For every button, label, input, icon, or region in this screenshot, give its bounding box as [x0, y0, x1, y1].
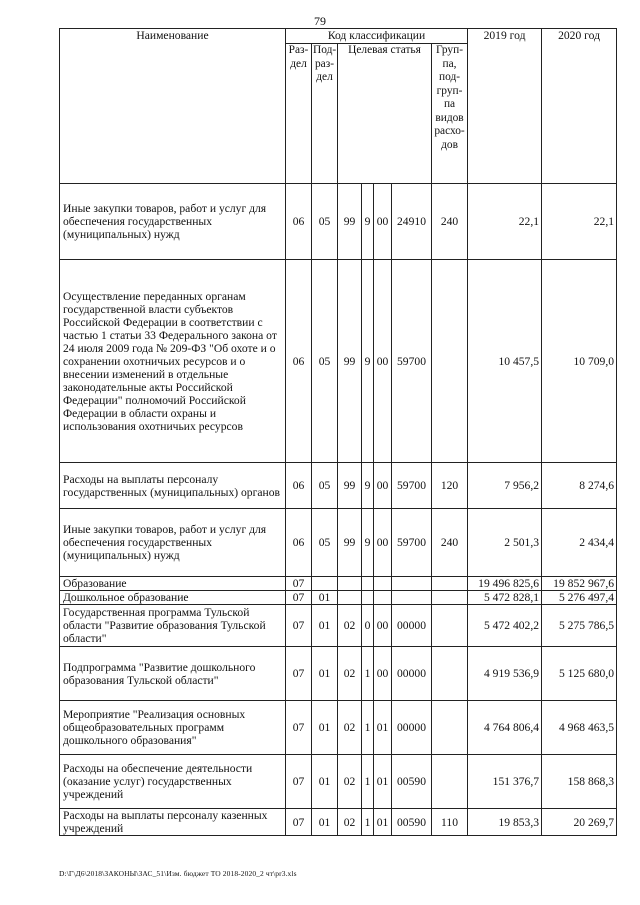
row-amount-2019: 7 956,2 [468, 463, 542, 509]
row-section: 07 [286, 701, 312, 755]
row-expense-group [432, 701, 468, 755]
row-target-subprogram: 1 [362, 647, 374, 701]
row-target-subprogram: 9 [362, 509, 374, 577]
row-target-event: 01 [374, 809, 392, 836]
row-amount-2020: 10 709,0 [542, 260, 617, 463]
row-target-subprogram: 9 [362, 260, 374, 463]
row-amount-2020: 5 276 497,4 [542, 591, 617, 605]
row-name: Расходы на выплаты персоналу государственных (муниципальных) органов [60, 463, 286, 509]
row-target-subprogram: 1 [362, 755, 374, 809]
row-subsection: 05 [312, 260, 338, 463]
row-amount-2019: 4 919 536,9 [468, 647, 542, 701]
row-section: 06 [286, 509, 312, 577]
row-target-direction [392, 577, 432, 591]
row-target-event: 00 [374, 647, 392, 701]
row-amount-2020: 19 852 967,6 [542, 577, 617, 591]
row-section: 06 [286, 260, 312, 463]
row-expense-group: 240 [432, 184, 468, 260]
header-year-2020: 2020 год [542, 29, 617, 184]
table-row [60, 463, 617, 509]
row-name: Расходы на обеспечение деятельности (оказание услуг) государственных учреждений [60, 755, 286, 809]
table-row [60, 755, 617, 809]
row-target-direction: 24910 [392, 184, 432, 260]
table-row [60, 509, 617, 577]
row-target-program: 02 [338, 701, 362, 755]
row-target-event [374, 591, 392, 605]
row-section: 07 [286, 809, 312, 836]
row-subsection: 05 [312, 463, 338, 509]
row-target-program: 99 [338, 509, 362, 577]
row-target-program: 02 [338, 755, 362, 809]
row-name: Подпрограмма "Развитие дошкольного образования Тульской области" [60, 647, 286, 701]
row-amount-2019: 22,1 [468, 184, 542, 260]
row-target-direction: 59700 [392, 509, 432, 577]
row-target-event: 00 [374, 260, 392, 463]
row-expense-group [432, 755, 468, 809]
row-target-event: 00 [374, 509, 392, 577]
row-target-direction: 00590 [392, 809, 432, 836]
row-amount-2020: 20 269,7 [542, 809, 617, 836]
row-amount-2019: 4 764 806,4 [468, 701, 542, 755]
row-subsection: 01 [312, 591, 338, 605]
row-target-subprogram: 9 [362, 184, 374, 260]
row-target-subprogram [362, 577, 374, 591]
row-target-program: 02 [338, 605, 362, 647]
row-amount-2019: 19 853,3 [468, 809, 542, 836]
row-target-program [338, 577, 362, 591]
row-target-event: 01 [374, 701, 392, 755]
header-section: Раз- дел [286, 44, 312, 184]
row-name: Осуществление переданных органам государственной власти субъектов Российской Федерации в соответствии с частью 1 статьи 33 Федерального закона от 24 июля 2009 года № 209-ФЗ "Об охоте и о сохранении охотничьих ресурсов и о внесении изменений в отдельные законодательные акты Российской Федерации" полномочий Российской Федерации в области охраны и использования охотничьих ресурсов [60, 260, 286, 463]
row-amount-2020: 5 125 680,0 [542, 647, 617, 701]
row-section: 07 [286, 647, 312, 701]
row-target-subprogram: 9 [362, 463, 374, 509]
row-expense-group [432, 605, 468, 647]
row-section: 07 [286, 605, 312, 647]
budget-table [59, 28, 617, 836]
table-row [60, 184, 617, 260]
row-subsection: 01 [312, 755, 338, 809]
table-row [60, 577, 617, 591]
row-subsection: 01 [312, 647, 338, 701]
row-subsection: 01 [312, 809, 338, 836]
row-target-program: 02 [338, 809, 362, 836]
row-section: 07 [286, 577, 312, 591]
row-subsection: 05 [312, 184, 338, 260]
table-row [60, 809, 617, 836]
row-target-program: 02 [338, 647, 362, 701]
row-amount-2020: 22,1 [542, 184, 617, 260]
row-amount-2020: 5 275 786,5 [542, 605, 617, 647]
row-target-subprogram: 1 [362, 701, 374, 755]
row-name: Иные закупки товаров, работ и услуг для обеспечения государственных (муниципальных) нужд [60, 509, 286, 577]
row-section: 06 [286, 463, 312, 509]
row-target-direction: 00000 [392, 605, 432, 647]
row-target-direction: 00000 [392, 701, 432, 755]
row-name: Образование [60, 577, 286, 591]
row-subsection [312, 577, 338, 591]
header-expense-group: Груп- па, под- груп- па видов расхо- дов [432, 44, 468, 184]
row-target-event: 00 [374, 184, 392, 260]
row-expense-group: 110 [432, 809, 468, 836]
row-target-direction [392, 591, 432, 605]
footer-file-path: D:\Г\Д6\2018\ЗАКОНЫ\ЗАС_51\Изм. бюджет ТО 2018-2020_2 чт\pr3.xls [59, 869, 297, 878]
row-expense-group [432, 591, 468, 605]
row-amount-2019: 10 457,5 [468, 260, 542, 463]
row-target-program: 99 [338, 463, 362, 509]
header-target-article: Целевая статья [338, 44, 432, 184]
row-amount-2019: 5 472 828,1 [468, 591, 542, 605]
row-target-subprogram: 1 [362, 809, 374, 836]
row-name: Расходы на выплаты персоналу казенных учреждений [60, 809, 286, 836]
row-target-direction: 00000 [392, 647, 432, 701]
row-section: 07 [286, 755, 312, 809]
row-amount-2019: 5 472 402,2 [468, 605, 542, 647]
row-target-program: 99 [338, 184, 362, 260]
row-target-event: 01 [374, 755, 392, 809]
row-target-subprogram: 0 [362, 605, 374, 647]
row-amount-2020: 4 968 463,5 [542, 701, 617, 755]
row-target-program [338, 591, 362, 605]
row-section: 06 [286, 184, 312, 260]
row-target-event: 00 [374, 463, 392, 509]
row-amount-2019: 151 376,7 [468, 755, 542, 809]
row-expense-group: 240 [432, 509, 468, 577]
row-expense-group [432, 647, 468, 701]
row-target-direction: 59700 [392, 260, 432, 463]
row-target-event: 00 [374, 605, 392, 647]
header-classification: Код классификации [286, 29, 468, 44]
row-amount-2019: 19 496 825,6 [468, 577, 542, 591]
row-subsection: 05 [312, 509, 338, 577]
row-target-direction: 59700 [392, 463, 432, 509]
row-expense-group: 120 [432, 463, 468, 509]
page-number: 79 [314, 14, 326, 28]
row-amount-2020: 2 434,4 [542, 509, 617, 577]
row-name: Дошкольное образование [60, 591, 286, 605]
row-expense-group [432, 260, 468, 463]
header-subsection: Под- раз- дел [312, 44, 338, 184]
row-section: 07 [286, 591, 312, 605]
row-expense-group [432, 577, 468, 591]
row-amount-2020: 8 274,6 [542, 463, 617, 509]
table-row [60, 647, 617, 701]
table-row [60, 701, 617, 755]
row-target-subprogram [362, 591, 374, 605]
row-amount-2019: 2 501,3 [468, 509, 542, 577]
row-target-direction: 00590 [392, 755, 432, 809]
table-row [60, 260, 617, 463]
row-name: Мероприятие "Реализация основных общеобразовательных программ дошкольного образования" [60, 701, 286, 755]
header-year-2019: 2019 год [468, 29, 542, 184]
header-name: Наименование [60, 29, 286, 184]
row-subsection: 01 [312, 701, 338, 755]
row-name: Государственная программа Тульской области "Развитие образования Тульской области" [60, 605, 286, 647]
row-target-program: 99 [338, 260, 362, 463]
row-subsection: 01 [312, 605, 338, 647]
row-amount-2020: 158 868,3 [542, 755, 617, 809]
table-row [60, 591, 617, 605]
row-name: Иные закупки товаров, работ и услуг для обеспечения государственных (муниципальных) нужд [60, 184, 286, 260]
table-row [60, 605, 617, 647]
row-target-event [374, 577, 392, 591]
